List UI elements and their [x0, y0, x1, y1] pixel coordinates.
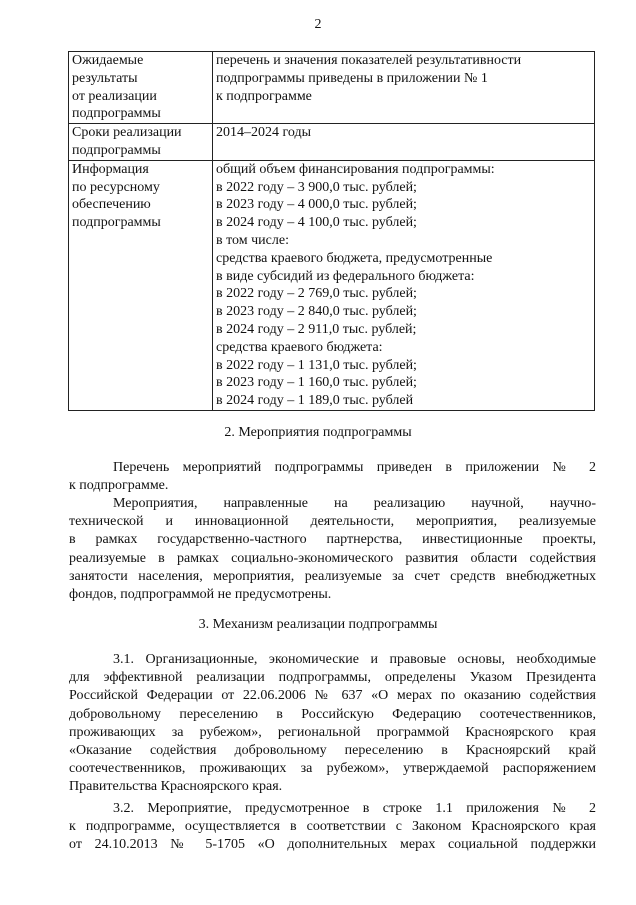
- paragraph-line: Правительства Красноярского края.: [69, 779, 283, 795]
- label-line: подпрограммы: [72, 215, 161, 231]
- label-line: результаты: [72, 70, 138, 86]
- paragraph-line: «Оказание содействия добровольному переселению в Красноярский край: [69, 743, 596, 759]
- paragraph-line: от 24.10.2013 № 5-1705 «О дополнительных мерах социальной поддержки: [69, 837, 596, 853]
- paragraph-line: 3.2. Мероприятие, предусмотренное в строке 1.1 приложения № 2: [113, 801, 596, 816]
- label-line: Ожидаемые: [72, 53, 144, 68]
- paragraph-line: к подпрограмме.: [69, 478, 169, 494]
- value-line: общий объем финансирования подпрограммы:: [216, 161, 495, 177]
- label-line: подпрограммы: [72, 106, 161, 122]
- value-line: в 2022 году – 3 900,0 тыс. рублей;: [216, 179, 417, 195]
- section-3-paragraph-1: [69, 651, 596, 797]
- paragraph-line: добровольному переселению в Российскую Федерацию соотечественников,: [69, 706, 596, 722]
- paragraph-line: 3.1. Организационные, экономические и правовые основы, необходимые: [113, 652, 596, 667]
- label-line: подпрограммы: [72, 142, 161, 158]
- table-row: [69, 52, 595, 124]
- value-line: в 2023 году – 1 160,0 тыс. рублей;: [216, 375, 417, 391]
- value-line: в 2024 году – 1 189,0 тыс. рублей: [216, 393, 414, 409]
- label-line: Информация: [72, 161, 149, 177]
- paragraph-line: Мероприятия, направленные на реализацию научной, научно-: [113, 496, 596, 511]
- row-value-cell: [213, 124, 595, 161]
- paragraph-line: для эффективной реализации подпрограммы, определены Указом Президента: [69, 670, 596, 686]
- value-line: в 2023 году – 2 840,0 тыс. рублей;: [216, 304, 417, 320]
- passport-table: [68, 51, 595, 411]
- label-line: по ресурсному: [72, 179, 160, 195]
- row-label-cell: [69, 160, 213, 410]
- section-2-title: 2. Мероприятия подпрограммы: [224, 425, 412, 440]
- value-line: в 2022 году – 1 131,0 тыс. рублей;: [216, 357, 417, 373]
- paragraph-line: Российской Федерации от 22.06.2006 № 637 «О мерах по оказанию содействия: [69, 688, 596, 704]
- value-line: в 2022 году – 2 769,0 тыс. рублей;: [216, 286, 417, 302]
- paragraph-line: к подпрограмме, осуществляется в соответствии с Законом Красноярского края: [69, 819, 596, 835]
- value-line: к подпрограмме: [216, 88, 312, 104]
- row-value-cell: [213, 52, 595, 124]
- value-line: средства краевого бюджета:: [216, 339, 383, 355]
- value-line: 2014–2024 годы: [216, 125, 312, 141]
- paragraph-line: проживающих за рубежом», региональной программой Красноярского края: [69, 724, 596, 740]
- paragraph-line: технической и инновационной деятельности, мероприятия, реализуемые: [69, 514, 596, 530]
- label-line: обеспечению: [72, 197, 151, 213]
- section-3-paragraph-2: [69, 800, 596, 855]
- label-line: от реализации: [72, 88, 157, 104]
- paragraph-line: соотечественников, проживающих за рубежом», утверждаемой распоряжением: [69, 761, 596, 777]
- value-line: в том числе:: [216, 232, 289, 248]
- section-2-paragraph-2: [69, 495, 596, 604]
- value-line: в 2024 году – 4 100,0 тыс. рублей;: [216, 215, 417, 231]
- table-row: [69, 160, 595, 410]
- page-number: 2: [314, 17, 322, 32]
- paragraph-line: фондов, подпрограммой не предусмотрены.: [69, 587, 332, 603]
- label-line: Сроки реализации: [72, 125, 182, 141]
- row-label-cell: [69, 52, 213, 124]
- value-line: в 2023 году – 4 000,0 тыс. рублей;: [216, 197, 417, 213]
- value-line: перечень и значения показателей результативности: [216, 53, 522, 68]
- paragraph-line: в рамках государственно-частного партнерства, инвестиционные проекты,: [69, 532, 596, 548]
- value-line: в виде субсидий из федерального бюджета:: [216, 268, 475, 284]
- value-line: подпрограммы приведены в приложении № 1: [216, 70, 488, 86]
- paragraph-line: занятости населения, мероприятия, реализуемые за счет средств внебюджетных: [69, 568, 596, 584]
- section-2-paragraph-1: [69, 459, 596, 495]
- section-3-title: 3. Механизм реализации подпрограммы: [198, 617, 438, 632]
- paragraph-line: реализуемые в рамках социально-экономического развития области содействия: [69, 550, 596, 566]
- row-value-cell: [213, 160, 595, 410]
- row-label-cell: [69, 124, 213, 161]
- value-line: средства краевого бюджета, предусмотренные: [216, 250, 493, 266]
- table-row: [69, 124, 595, 161]
- value-line: в 2024 году – 2 911,0 тыс. рублей;: [216, 321, 417, 337]
- paragraph-line: Перечень мероприятий подпрограммы приведен в приложении № 2: [113, 460, 596, 475]
